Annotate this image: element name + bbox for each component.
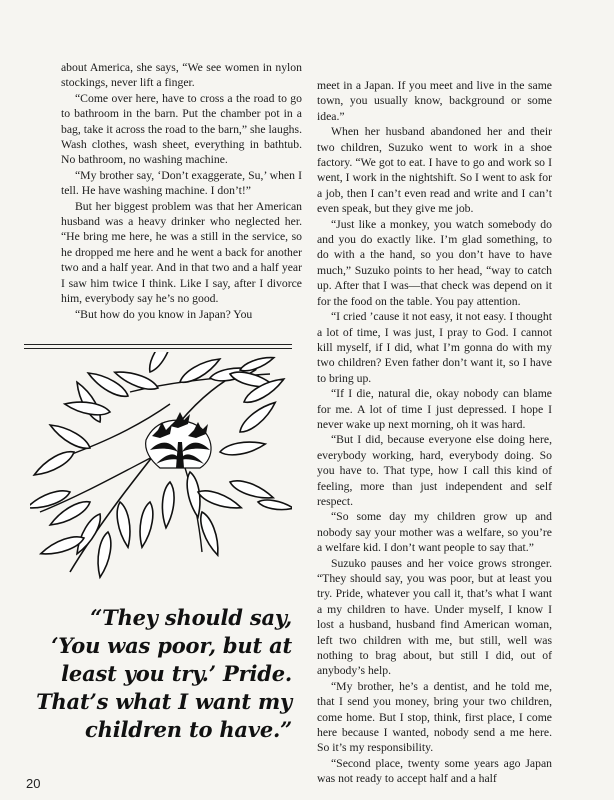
pull-quote-line: least you try.’ Pride. xyxy=(61,661,292,686)
pull-quote-line: That’s what I want my xyxy=(36,689,292,714)
left-text-column xyxy=(61,60,302,322)
paragraph: “So some day my children grow up and nobody say your mother was a welfare, so you’re a welfare kid. I don’t want people to say that.” xyxy=(317,510,552,555)
paragraph: “But I did, because everyone else doing here, everybody working, hard, everybody doing. So you have to. That type, how I call this kind of feeling, more than just independent and self respect. xyxy=(317,433,552,508)
paragraph: Suzuko pauses and her voice grows stronger. “They should say, you was poor, but at least you try. Pride, whatever you call it, that’s what I want a my children to have. Under myself, I know I lost a husband, husband find American woman, left two children with me, but still, well was nothing to brag about, but still I did, out of anybody’s help. xyxy=(317,556,552,678)
paragraph: “But how do you know in Japan? You xyxy=(75,307,253,321)
page-number: 20 xyxy=(26,776,41,791)
paragraph: meet in a Japan. If you meet and live in the same town, you usually know, background or some idea.” xyxy=(317,79,552,123)
paragraph: “Second place, twenty some years ago Japan was not ready to accept half and a half xyxy=(317,756,552,786)
paragraph: “I cried ’cause it not easy, it not easy. I thought a lot of time, I was just, I pray to God. I cannot kill myself, if I did, what I’m gonna do with my two children? Even father don’t want it, so I have to bring up. xyxy=(317,310,552,385)
right-text-column xyxy=(317,78,552,787)
paragraph: When her husband abandoned her and their two children, Suzuko went to work in a shoe factory. “We got to eat. I have to go and work so I went, I work in the nightshift. So I went to ask for a job, then I can’t even read and write and I can’t even speak, but they give me job. xyxy=(317,125,552,216)
divider-rule xyxy=(24,348,292,349)
bamboo-crest-illustration xyxy=(30,352,292,588)
paragraph: “Come over here, have to cross a the road to go to bathroom in the barn. Put the chamber pot in a bag, take it across the road to the barn,” she laughs. Wash clothes, wash sheet, everything in bathtub. No bathroom, no washing machine. xyxy=(61,91,302,167)
paragraph: “Just like a monkey, you watch somebody do and you do exactly like. I’m glad something, to do with a the hand, so you don’t have to have much,” Suzuko points to her head, “way to catch up. After that I was—that check was depend on it for the food on the table. You pay attention. xyxy=(317,217,552,308)
paragraph: But her biggest problem was that her American husband was a heavy drinker who neglected her. “He bring me here, he was a still in the service, so he dropped me here and he went a back for another two and a half year. And in that two and a half year I saw him twice I think. Like I say, after I divorce him, everybody say he’s no good. xyxy=(61,199,302,306)
paragraph: “My brother, he’s a dentist, and he told me, that I send you money, bring your two children, come home. But I stop, think, first place, I come here because I wanted, nobody send a me here. So it’s my responsibility. xyxy=(317,679,552,755)
paragraph: about America, she says, “We see women in nylon stockings, never lift a finger. xyxy=(61,61,302,90)
paragraph: “If I die, natural die, okay nobody can blame for me. A lot of time I just depressed. I hope I never wake up next morning, oh it was hard. xyxy=(317,387,552,431)
paragraph: “My brother say, ‘Don’t exaggerate, Su,’ when I tell. He have washing machine. I don’t!” xyxy=(61,168,302,198)
pull-quote-line: ‘You was poor, but at xyxy=(51,633,292,658)
pull-quote-line: “They should say, xyxy=(90,605,292,630)
pull-quote-line: children to have.” xyxy=(85,717,292,742)
gentian-crest-icon xyxy=(146,412,211,468)
divider-rule xyxy=(24,344,292,345)
pull-quote xyxy=(22,604,292,744)
